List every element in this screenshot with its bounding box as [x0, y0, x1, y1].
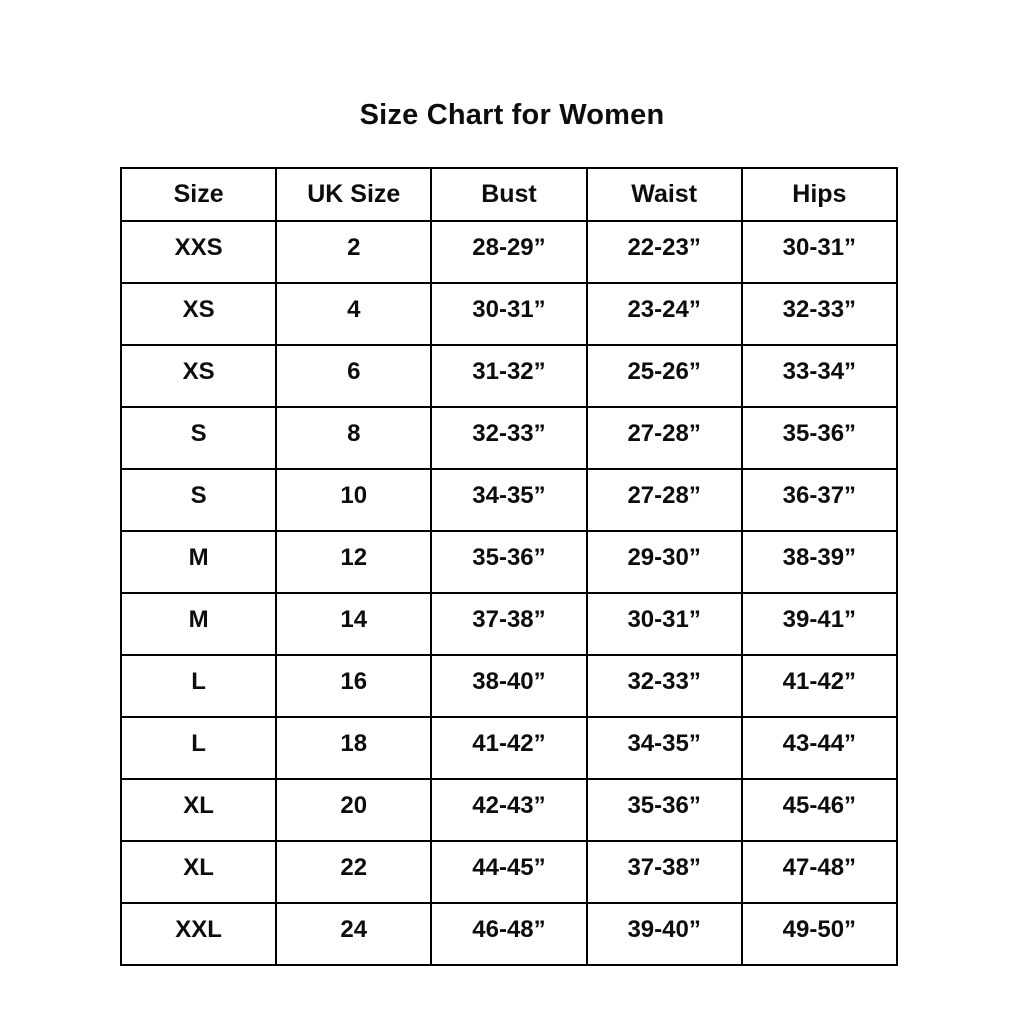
table-row [121, 655, 897, 717]
table-cell: 30-31” [742, 221, 897, 283]
table-cell: 37-38” [587, 841, 742, 903]
table-cell: XS [121, 345, 276, 407]
table-cell: L [121, 655, 276, 717]
table-cell: 30-31” [431, 283, 586, 345]
table-cell: 42-43” [431, 779, 586, 841]
table-cell: 39-40” [587, 903, 742, 965]
table-cell: 22 [276, 841, 431, 903]
table-cell: 25-26” [587, 345, 742, 407]
table-cell: 43-44” [742, 717, 897, 779]
table-cell: 33-34” [742, 345, 897, 407]
table-row [121, 469, 897, 531]
table-cell: 18 [276, 717, 431, 779]
page-title: Size Chart for Women [359, 99, 665, 131]
table-row [121, 779, 897, 841]
column-header-uk-size: UK Size [276, 168, 431, 221]
table-cell: 41-42” [742, 655, 897, 717]
table-row [121, 283, 897, 345]
table-cell: XL [121, 779, 276, 841]
table-row [121, 903, 897, 965]
table-cell: 12 [276, 531, 431, 593]
table-cell: 35-36” [431, 531, 586, 593]
table-row [121, 717, 897, 779]
table-cell: 37-38” [431, 593, 586, 655]
column-header-hips: Hips [742, 168, 897, 221]
table-cell: 4 [276, 283, 431, 345]
size-chart-table [120, 167, 898, 966]
table-cell: M [121, 593, 276, 655]
table-cell: 29-30” [587, 531, 742, 593]
table-cell: 24 [276, 903, 431, 965]
table-cell: 39-41” [742, 593, 897, 655]
table-cell: 34-35” [587, 717, 742, 779]
table-cell: 44-45” [431, 841, 586, 903]
table-cell: 31-32” [431, 345, 586, 407]
table-row [121, 593, 897, 655]
table-cell: L [121, 717, 276, 779]
table-cell: 32-33” [587, 655, 742, 717]
column-header-size: Size [121, 168, 276, 221]
table-cell: 6 [276, 345, 431, 407]
table-cell: 38-40” [431, 655, 586, 717]
table-cell: 41-42” [431, 717, 586, 779]
table-cell: 38-39” [742, 531, 897, 593]
table-cell: 27-28” [587, 469, 742, 531]
table-cell: 22-23” [587, 221, 742, 283]
table-row [121, 841, 897, 903]
table-cell: 32-33” [431, 407, 586, 469]
table-cell: 10 [276, 469, 431, 531]
table-cell: 32-33” [742, 283, 897, 345]
table-cell: 23-24” [587, 283, 742, 345]
table-row [121, 345, 897, 407]
table-row [121, 407, 897, 469]
table-cell: 30-31” [587, 593, 742, 655]
table-cell: 34-35” [431, 469, 586, 531]
table-cell: XXS [121, 221, 276, 283]
table-cell: 46-48” [431, 903, 586, 965]
table-cell: 16 [276, 655, 431, 717]
column-header-waist: Waist [587, 168, 742, 221]
table-cell: XXL [121, 903, 276, 965]
column-header-bust: Bust [431, 168, 586, 221]
table-cell: S [121, 469, 276, 531]
table-cell: 35-36” [587, 779, 742, 841]
table-cell: 36-37” [742, 469, 897, 531]
header-row [121, 168, 897, 221]
table-row [121, 221, 897, 283]
table-cell: 2 [276, 221, 431, 283]
table-cell: 20 [276, 779, 431, 841]
table-row [121, 531, 897, 593]
table-cell: XL [121, 841, 276, 903]
table-cell: 27-28” [587, 407, 742, 469]
table-cell: XS [121, 283, 276, 345]
table-cell: 28-29” [431, 221, 586, 283]
table-body [121, 221, 897, 965]
table-cell: S [121, 407, 276, 469]
table-cell: 35-36” [742, 407, 897, 469]
table-cell: 47-48” [742, 841, 897, 903]
table-cell: M [121, 531, 276, 593]
table-cell: 8 [276, 407, 431, 469]
table-cell: 49-50” [742, 903, 897, 965]
table-cell: 45-46” [742, 779, 897, 841]
table-cell: 14 [276, 593, 431, 655]
